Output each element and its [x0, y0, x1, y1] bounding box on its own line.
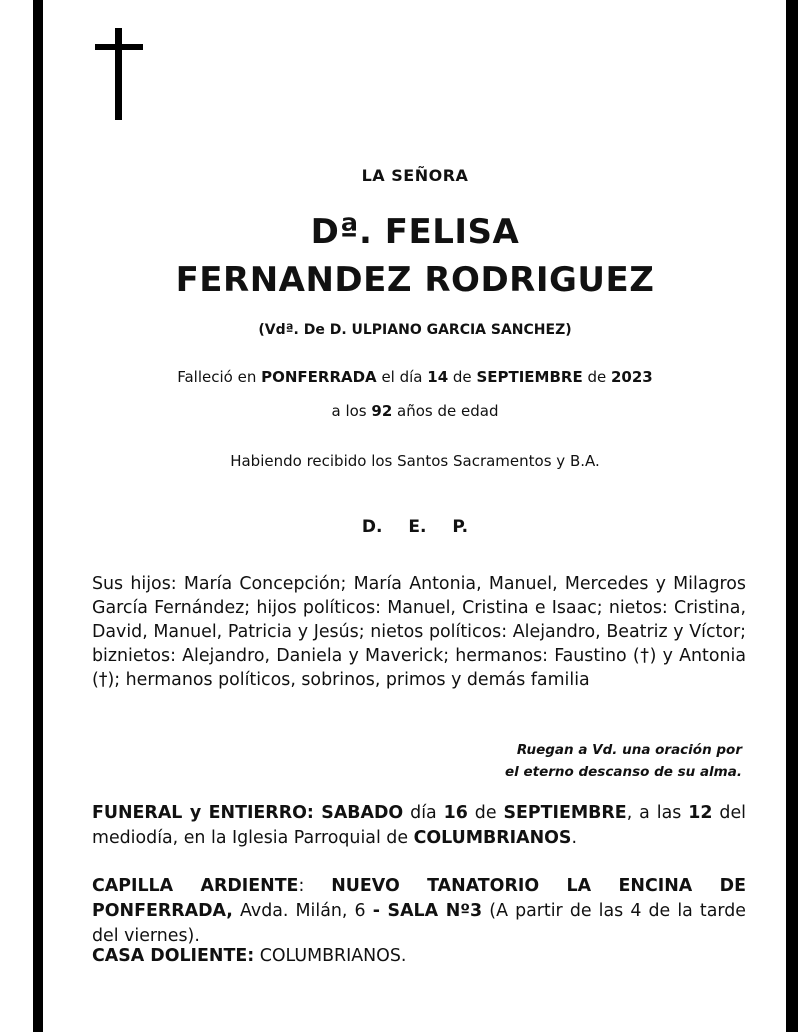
age-value: 92: [371, 402, 393, 420]
name-line-1: Dª. FELISA: [310, 212, 520, 252]
widow-of: (Vdª. De D. ULPIANO GARCIA SANCHEZ): [258, 322, 572, 338]
prayer-request: [400, 739, 742, 783]
death-year: 2023: [611, 368, 653, 386]
age-pre: a los: [331, 402, 372, 420]
chapel-room: - SALA Nº3: [372, 901, 483, 921]
funeral-t1: día: [403, 803, 444, 823]
left-border: [33, 0, 43, 1032]
death-mid3: de: [582, 368, 611, 386]
prayer-line-2: el eterno descanso de su alma.: [505, 764, 742, 780]
family-list: Sus hijos: María Concepción; María Antonia, Manuel, Mercedes y Milagros García Fernández; hijos políticos: Manuel, Cristina e Isaac; nietos: Cristina, David, Manuel, Patricia y Jesús; nietos políticos: Alejandro, Beatriz y Víctor; biznietos: Alejandro, Daniela y Maverick; hermanos: Faustino (†) y Antonia (†); hermanos políticos, sobrinos, primos y demás familia: [92, 574, 746, 690]
deceased-name: [80, 208, 750, 304]
title-la-senora: LA SEÑORA: [361, 166, 469, 185]
funeral-t2: de: [467, 803, 504, 823]
funeral-info: [92, 801, 746, 851]
house-value: COLUMBRIANOS.: [254, 946, 407, 966]
death-place: PONFERRADA: [261, 368, 377, 386]
funeral-church: COLUMBRIANOS: [413, 828, 572, 848]
house-label: CASA DOLIENTE:: [92, 946, 255, 966]
age-post: años de edad: [392, 402, 499, 420]
funeral-t3: , a las: [626, 803, 689, 823]
funeral-t5: .: [571, 828, 577, 848]
chapel-note: (A partir de las 4 de la tarde del viernes).: [92, 901, 746, 946]
death-month: SEPTIEMBRE: [476, 368, 583, 386]
prayer-line-1: Ruegan a Vd. una oración por: [516, 742, 742, 758]
funeral-day: 16: [443, 803, 468, 823]
chapel-place: NUEVO TANATORIO LA ENCINA DE PONFERRADA,: [92, 876, 746, 921]
right-border: [786, 0, 798, 1032]
funeral-month: SEPTIEMBRE: [503, 803, 627, 823]
chapel-label: CAPILLA ARDIENTE: [92, 876, 299, 896]
age-info: [80, 402, 750, 420]
sacraments-line: Habiendo recibido los Santos Sacramentos y B.A.: [230, 452, 600, 470]
death-day: 14: [427, 368, 449, 386]
name-line-2: FERNANDEZ RODRIGUEZ: [175, 260, 655, 300]
funeral-label: FUNERAL y ENTIERRO: SABADO: [92, 803, 404, 823]
death-mid2: de: [448, 368, 477, 386]
death-info: [80, 368, 750, 386]
cross-icon: [95, 28, 145, 120]
chapel-info: [92, 874, 746, 949]
funeral-t4: del mediodía, en la Iglesia Parroquial de: [92, 803, 746, 848]
dep-line: D. E. P.: [361, 517, 469, 537]
chapel-sep: :: [298, 876, 332, 896]
death-pre: Falleció en: [177, 368, 262, 386]
death-mid1: el día: [376, 368, 428, 386]
house-info: [92, 944, 746, 969]
chapel-address: Avda. Milán, 6: [232, 901, 373, 921]
funeral-hour: 12: [688, 803, 713, 823]
